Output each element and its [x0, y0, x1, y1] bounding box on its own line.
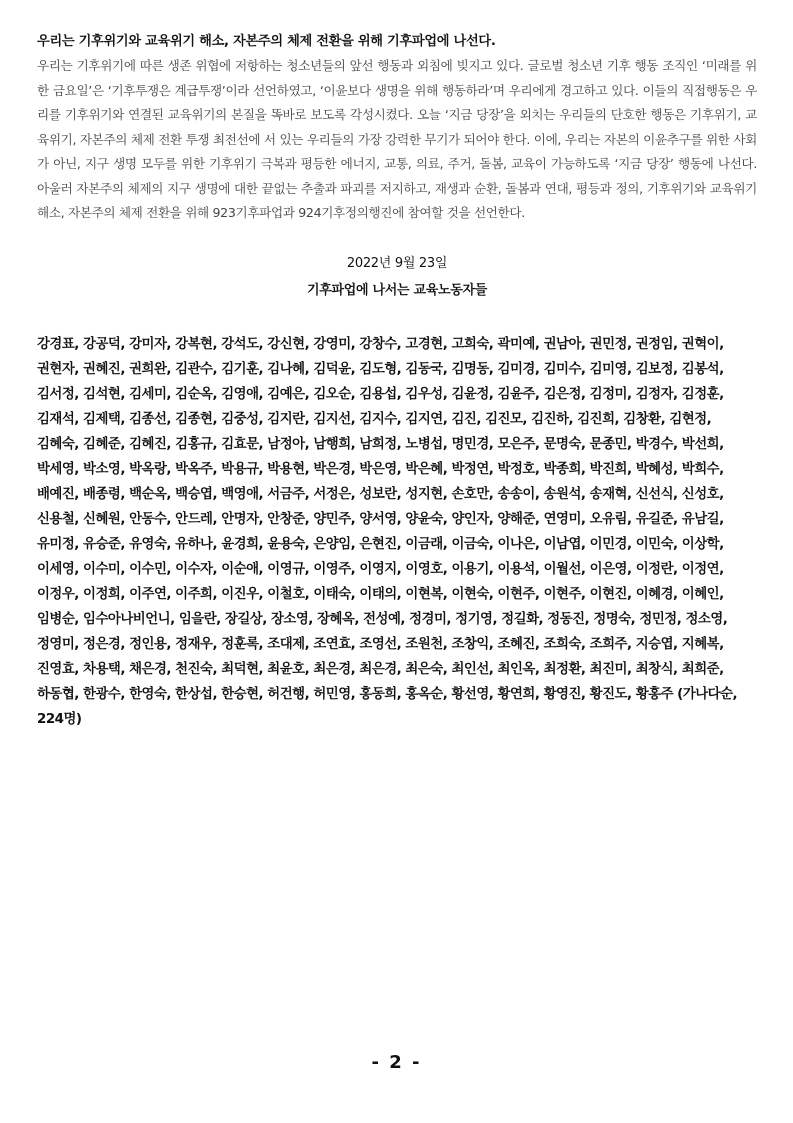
signers-list: 강경표, 강공덕, 강미자, 강복현, 강석도, 강신현, 강영미, 강창수, 고경현, 고희숙, 곽미예, 권남아, 권민정, 권정임, 권혁이, 권현자, 권혜진, 권희완, 김관수, 김기훈, 김나혜, 김덕윤, 김도형, 김동국, 김명동, 김미경, 김미수, 김미영, 김보정, 김봉석, 김서정, 김석현, 김세미, 김순옥, 김영애, 김예은, 김오순, 김용섭, 김우성, 김윤정, 김윤주, 김은정, 김정미, 김정자, 김정훈, 김재석, 김제택, 김종선, 김종현, 김중성, 김지란, 김지선, 김지수, 김지연, 김진, 김진모, 김진하, 김진희, 김창환, 김현정, 김혜숙, 김혜준, 김혜진, 김홍규, 김효문, 남정아, 남행희, 남희정, 노병섭, 명민경, 모은주, 문명숙, 문종민, 박경수, 박선희, 박세영, 박소영, 박옥랑, 박옥주, 박용규, 박용현, 박은경, 박은영, 박은혜, 박정연, 박정호, 박종희, 박진희, 박혜성, 박희수, 배예진, 배종령, 백순옥, 백승엽, 백영애, 서금주, 서정은, 성보란, 성지현, 손호만, 송송이, 송원석, 송재혁, 신선식, 신성호, 신용철, 신혜원, 안동수, 안드레, 안명자, 안창준, 양민주, 양서영, 양윤숙, 양인자, 양해준, 연영미, 오유림, 유길준, 유남길, 유미정, 유승준, 유영숙, 유하나, 윤경희, 윤용숙, 은양임, 은현진, 이금래, 이금숙, 이나은, 이남엽, 이민경, 이민숙, 이상학, 이세영, 이수미, 이수민, 이수자, 이순애, 이영규, 이영주, 이영지, 이영호, 이용기, 이용석, 이월선, 이은영, 이정란, 이정연, 이정우, 이정희, 이주연, 이주희, 이진우, 이철호, 이태숙, 이태의, 이현복, 이현숙, 이현주, 이현주, 이현진, 이혜경, 이혜인, 임병순, 임수아나비언니, 임을란, 장길상, 장소영, 장혜옥, 전성예, 정경미, 정기영, 정길화, 정동진, 정명숙, 정민정, 정소영, 정영미, 정은경, 정인용, 정재우, 정훈록, 조대제, 조연효, 조영선, 조원천, 조창익, 조혜진, 조희숙, 조희주, 지승엽, 지혜복, 진영효, 차용택, 채은경, 천진숙, 최덕현, 최윤호, 최은경, 최은경, 최은숙, 최인선, 최인옥, 최정환, 최진미, 최창식, 최희준, 하동협, 한광수, 한영숙, 한상섭, 한승현, 허건행, 허민영, 홍동희, 홍옥순, 황선영, 황연희, 황영진, 황진도, 황홍주 (가나다순, 224명) — [37, 336, 738, 727]
page-number: - 2 - — [371, 1052, 422, 1073]
declaration-paragraph: 우리는 기후위기에 따른 생존 위협에 저항하는 청소년들의 앞선 행동과 외침에 빚지고 있다. 글로벌 청소년 기후 행동 조직인 ‘미래를 위한 금요일’은 ‘기후투쟁은 계급투쟁’이라 선언하였고, ‘이윤보다 생명을 위해 행동하라’며 우리에게 경고하고 있다. 이들의 직접행동은 우리를 기후위기와 연결된 교육위기의 본질을 똑바로 보도록 각성시켰다. 오늘 ‘지금 당장’을 외치는 우리들의 단호한 행동은 기후위기, 교육위기, 자본주의 체제 전환 투쟁 최전선에 서 있는 우리들의 가장 강력한 무기가 되어야 한다. 이에, 우리는 자본의 이윤추구를 위한 사회가 아닌, 지구 생명 모두를 위한 기후위기 극복과 평등한 에너지, 교통, 의료, 주거, 돌봄, 교육이 가능하도록 ‘지금 당장’ 행동에 나선다. 아울러 자본주의 체제의 지구 생명에 대한 끝없는 추출과 파괴를 저지하고, 재생과 순환, 돌봄과 연대, 평등과 정의, 기후위기와 교육위기 해소, 자본주의 체제 전환을 위해 923기후파업과 924기후정의행진에 참여할 것을 선언한다. — [37, 58, 757, 220]
declaration-heading: 우리는 기후위기와 교육위기 해소, 자본주의 체제 전환을 위해 기후파업에 나선다. — [37, 34, 496, 49]
signers-title: 기후파업에 나서는 교육노동자들 — [306, 282, 488, 298]
document-body — [37, 30, 757, 732]
declaration-date: 2022년 9월 23일 — [346, 255, 448, 271]
